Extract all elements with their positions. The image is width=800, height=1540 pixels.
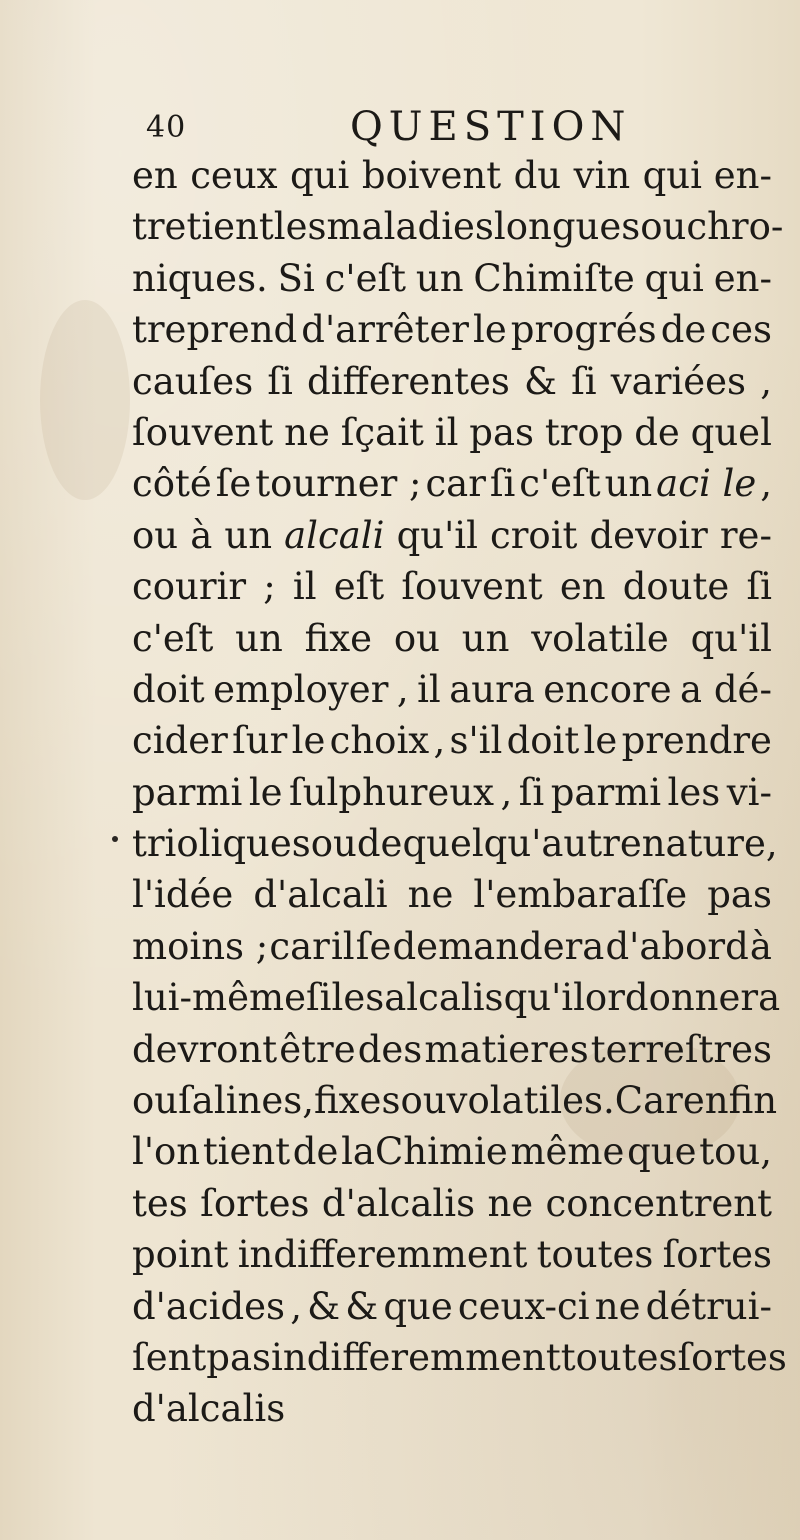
word: a dé-	[680, 667, 772, 711]
word: il	[292, 565, 317, 609]
word: ceux-ci	[457, 1284, 590, 1328]
word: côté	[132, 462, 212, 506]
text-line	[132, 1383, 772, 1434]
word: ſortes	[662, 1233, 772, 1277]
word: variées	[610, 359, 747, 403]
word: de	[660, 308, 707, 352]
word: ſçait	[340, 410, 424, 454]
word: Chimiſte	[473, 256, 635, 300]
word: differentes	[307, 359, 510, 403]
text-line	[132, 869, 772, 920]
word: prendre	[621, 719, 772, 763]
text-line	[132, 664, 772, 715]
word: doute	[622, 565, 730, 609]
word: ou	[132, 513, 179, 557]
word: il	[434, 410, 459, 454]
word: point	[132, 1233, 229, 1277]
word: devront	[132, 1027, 278, 1071]
word: à	[749, 924, 772, 968]
word: un	[604, 462, 653, 506]
word: toutes	[560, 1335, 678, 1379]
text-line	[132, 253, 772, 304]
text-line	[132, 458, 772, 509]
word: &	[307, 1284, 341, 1328]
word: ,	[760, 462, 772, 506]
word: parmi	[550, 770, 662, 814]
text-line	[132, 407, 772, 458]
word: trop	[544, 410, 624, 454]
word: devoir	[589, 513, 708, 557]
word: le	[583, 719, 618, 763]
word: quelqu'autre	[402, 822, 642, 866]
word: ou	[310, 822, 357, 866]
word: ne	[284, 410, 330, 454]
word: même	[510, 1130, 625, 1174]
word: tou,	[699, 1130, 772, 1174]
word: ſi	[305, 976, 332, 1020]
text-line	[132, 1332, 787, 1383]
word: c'eſt	[324, 256, 407, 300]
word: ou	[393, 616, 440, 660]
word: l'embaraſſe	[473, 873, 688, 917]
word: un	[235, 616, 283, 660]
word: enfin	[682, 1079, 778, 1123]
word: il	[330, 924, 355, 968]
word: boivent	[361, 154, 502, 197]
word: vin	[573, 154, 631, 197]
word: ſi	[267, 359, 293, 403]
word: ſortes	[677, 1335, 787, 1379]
text-line	[132, 818, 778, 869]
word: du	[513, 154, 562, 197]
word: qui	[290, 154, 350, 197]
word: fixe	[304, 616, 373, 660]
word: un	[224, 513, 273, 557]
word: le	[248, 770, 283, 814]
word: ,	[760, 359, 772, 403]
word: ſi	[571, 359, 597, 403]
text-line	[132, 1229, 772, 1280]
page-number: 40	[146, 110, 187, 145]
word: alcalis	[384, 976, 504, 1020]
word: ou	[640, 205, 687, 249]
word: lui-même	[132, 976, 306, 1020]
text-line	[132, 561, 772, 612]
word: toutes	[536, 1233, 654, 1277]
text-line	[132, 304, 772, 355]
word: détrui-	[645, 1284, 772, 1328]
word: vi-	[726, 770, 772, 814]
word: un	[415, 256, 464, 300]
word: de	[292, 1130, 339, 1174]
word: cauſes	[132, 359, 254, 403]
word: qui en-	[642, 154, 772, 197]
text-line	[132, 1126, 772, 1177]
word: choix	[329, 719, 430, 763]
text-line	[132, 510, 772, 561]
word: ,	[765, 822, 778, 866]
word: tient	[202, 1130, 291, 1174]
word: quel	[690, 410, 772, 454]
word: d'abord	[605, 924, 749, 968]
word: indifferemment	[237, 1233, 528, 1277]
word: Si	[277, 256, 315, 300]
word: en	[559, 565, 606, 609]
word: niques.	[132, 256, 268, 300]
word: qu'il	[503, 976, 585, 1020]
word: treprend	[132, 308, 298, 352]
text-line	[132, 356, 772, 407]
word: parmi	[132, 770, 243, 814]
word: qui	[644, 256, 704, 300]
running-head: QUESTION	[350, 104, 632, 150]
word: les	[273, 205, 327, 249]
word: ne	[407, 873, 454, 917]
word: les	[667, 770, 721, 814]
word: le	[291, 719, 326, 763]
word: &	[524, 359, 557, 403]
word: doit	[132, 667, 205, 711]
text-line	[132, 767, 772, 818]
text-line	[132, 1075, 778, 1126]
word: matieres	[424, 1027, 589, 1071]
word: croit	[490, 513, 578, 557]
word: ſi	[746, 565, 772, 609]
word: progrés	[510, 308, 657, 352]
word: ſi	[518, 770, 545, 814]
word: aci le	[656, 462, 757, 506]
word: qu'il	[690, 616, 772, 660]
word: les	[331, 976, 385, 1020]
text-line	[132, 921, 772, 972]
text-line	[132, 1281, 772, 1332]
word: alcali	[284, 513, 385, 557]
word: de	[356, 822, 403, 866]
word: s'il	[449, 719, 503, 763]
word: il	[417, 667, 441, 711]
word: moins ;	[132, 924, 269, 968]
text-line	[132, 1024, 772, 1075]
word: ſulphureux	[289, 770, 495, 814]
word: ,	[433, 719, 446, 763]
word: c'eſt	[519, 462, 601, 506]
word: d'arrêter	[301, 308, 469, 352]
text-line	[132, 972, 781, 1023]
word: c'eſt	[132, 616, 214, 660]
word: car	[269, 924, 330, 968]
word: laChimie	[341, 1130, 508, 1174]
word: pas	[206, 1335, 272, 1379]
word: employer	[213, 667, 389, 711]
word: d'alcalis	[132, 1387, 286, 1431]
paper-stain	[40, 300, 130, 500]
word: courir	[132, 565, 247, 609]
text-line	[132, 715, 772, 766]
word: ,	[396, 667, 409, 711]
text-line	[132, 150, 772, 201]
word: ne	[487, 1181, 534, 1225]
word: un	[461, 616, 510, 660]
word: ,	[290, 1284, 302, 1328]
word: que	[383, 1284, 453, 1328]
word: ſouvent	[132, 410, 274, 454]
word: l'on	[132, 1130, 201, 1174]
word: longues	[493, 205, 641, 249]
word: ces	[710, 308, 772, 352]
word: ou	[132, 1079, 179, 1123]
text-line	[132, 201, 784, 252]
word: ſe	[355, 924, 392, 968]
word: tourner ;	[255, 462, 422, 506]
word: trioliques	[132, 822, 311, 866]
word: terreſtres	[590, 1027, 772, 1071]
word: ceux	[190, 154, 278, 197]
word: aura	[449, 667, 535, 711]
word: ,	[500, 770, 513, 814]
word: ſalines,fixes	[178, 1079, 401, 1123]
word: le	[472, 308, 507, 352]
word: cider	[132, 719, 228, 763]
word: ;	[263, 565, 276, 609]
word: chro-	[686, 205, 784, 249]
body-text	[132, 150, 787, 1435]
word: &	[345, 1284, 379, 1328]
word: en	[132, 154, 178, 197]
word: à	[190, 513, 213, 557]
word: des	[357, 1027, 423, 1071]
word: doit	[506, 719, 580, 763]
word: d'alcali	[253, 873, 388, 917]
word: que	[627, 1130, 697, 1174]
text-line	[132, 1178, 772, 1229]
word: car	[425, 462, 486, 506]
word: d'alcalis	[321, 1181, 476, 1225]
word: concentrent	[545, 1181, 772, 1225]
margin-mark	[112, 836, 118, 842]
word: encore	[543, 667, 672, 711]
word: l'idée	[132, 873, 234, 917]
word: demandera	[392, 924, 605, 968]
word: ſur	[232, 719, 288, 763]
word: nature	[641, 822, 766, 866]
word: tretient	[132, 205, 274, 249]
word: re-	[719, 513, 772, 557]
word: de	[634, 410, 680, 454]
word: pas	[707, 873, 772, 917]
word: ſent	[132, 1335, 207, 1379]
word: indifferemment	[271, 1335, 561, 1379]
word: maladies	[326, 205, 494, 249]
word: ſortes	[200, 1181, 310, 1225]
word: ſouvent	[401, 565, 543, 609]
word: en-	[713, 256, 772, 300]
word: pas	[469, 410, 535, 454]
word: volatiles.Car	[446, 1079, 683, 1123]
word: tes	[132, 1181, 188, 1225]
word: d'acides	[132, 1284, 286, 1328]
word: qu'il	[396, 513, 478, 557]
word: ſi	[489, 462, 516, 506]
word: ſe	[215, 462, 252, 506]
word: ordonnera	[584, 976, 781, 1020]
word: eſt	[333, 565, 385, 609]
text-line	[132, 613, 772, 664]
word: ne	[594, 1284, 641, 1328]
word: être	[279, 1027, 356, 1071]
word: ou	[400, 1079, 447, 1123]
word: volatile	[531, 616, 669, 660]
